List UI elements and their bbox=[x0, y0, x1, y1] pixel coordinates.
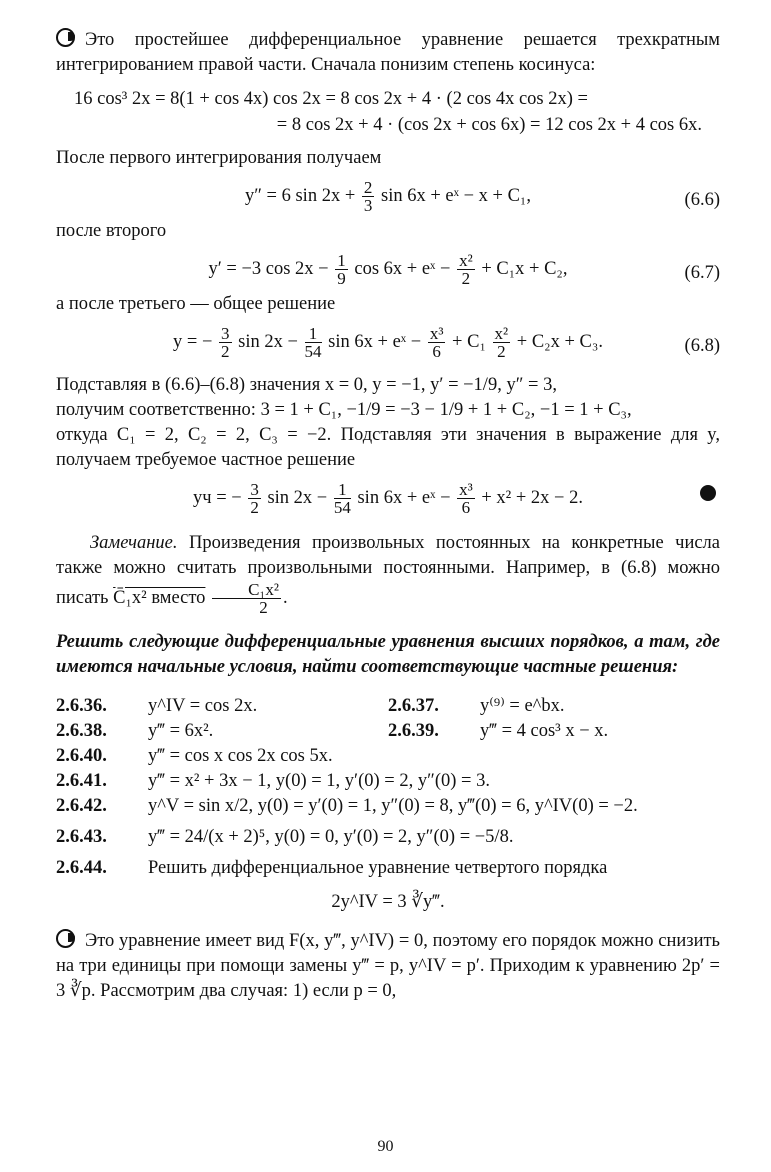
equation-number-6-6: (6.6) bbox=[684, 190, 720, 210]
problem-row: 2.6.38. y‴ = 6x². 2.6.39. y‴ = 4 cos³ x − x. bbox=[56, 721, 609, 741]
problem-row: 2.6.44. Решить дифференциальное уравнение четвертого порядка bbox=[56, 858, 608, 878]
substitution-line3: откуда C₁ = 2, C₂ = 2, C₃ = −2. Подставляя эти значения в выражение для y, получаем требуемое частное решение bbox=[56, 425, 720, 470]
page-content bbox=[56, 28, 720, 1004]
eq-cos-line2: = 8 cos 2x + 4 · (cos 2x + cos 6x) = 12 cos 2x + 4 cos 6x. bbox=[276, 115, 702, 135]
text-first-integration: После первого интегрирования получаем bbox=[56, 148, 382, 168]
problem-row: 2.6.40. y‴ = cos x cos 2x cos 5x. bbox=[56, 746, 333, 766]
problem-row: 2.6.41. y‴ = x² + 3x − 1, y(0) = 1, y′(0) = 2, y″(0) = 3. bbox=[56, 771, 490, 791]
equation-6-6: y″ = 6 sin 2x + $\frac{2}{3}$ sin 6x + eˣ − x + C₁, (6.6) bbox=[244, 178, 720, 215]
text-second-integration: после второго bbox=[56, 221, 167, 241]
solution-end-icon bbox=[700, 485, 716, 501]
eq-cos-line1: 16 cos³ 2x = 8(1 + cos 4x) cos 2x = 8 cos 2x + 4 · (2 cos 4x cos 2x) = bbox=[74, 89, 588, 109]
equation-6-8: y = − $\frac{3}{2}$ sin 2x − $\frac{1}{54}$ sin 6x + eˣ − $\frac{\text{x³}}{6}$ + C₁ $\frac{\text{x²}}{2}$ + C₂x + C₃. (6.8) bbox=[173, 324, 720, 361]
page-number: 90 bbox=[377, 1138, 394, 1155]
equation-number-6-8: (6.8) bbox=[684, 336, 720, 356]
substitution-line2: получим соответственно: 3 = 1 + C₁, −1/9 = −3 − 1/9 + 1 + C₂, −1 = 1 + C₃, bbox=[56, 400, 632, 420]
solution-start-icon bbox=[56, 28, 75, 47]
text-third-integration: а после третьего — общее решение bbox=[56, 294, 336, 314]
problem-list bbox=[56, 694, 720, 881]
solution-paragraph: Это уравнение имеет вид F(x, y‴, y^IV) = 0, поэтому его порядок можно снизить на три единицы при помощи замены y‴ = p, y^IV = p′. Приходим к уравнению 2p′ = 3 ∛p. Рассмотрим два случая: 1) если p = 0, bbox=[56, 931, 720, 1001]
solution-start-icon bbox=[56, 929, 75, 948]
problem-row: 2.6.36. y^IV = cos 2x. 2.6.37. y⁽⁹⁾ = e^bx. bbox=[56, 696, 565, 716]
task-intro: Решить следующие дифференциальные уравнения высших порядков, а там, где имеются начальные условия, найти соответствующие частные решения: bbox=[56, 632, 720, 677]
substitution-line1: Подставляя в (6.6)–(6.8) значения x = 0, y = −1, y′ = −1/9, y″ = 3, bbox=[56, 375, 557, 395]
remark-label: Замечание. bbox=[90, 533, 178, 553]
problem-row: 2.6.43. y‴ = 24/(x + 2)⁵, y(0) = 0, y′(0) = 2, y″(0) = −5/8. bbox=[56, 827, 514, 847]
equation-final-solution: yч = − $\frac{3}{2}$ sin 2x − $\frac{1}{54}$ sin 6x + eˣ − $\frac{\text{x³}}{6}$ + x² + 2x − 2. bbox=[56, 481, 720, 523]
problem-row: 2.6.42. y^V = sin x/2, y(0) = y′(0) = 1, y″(0) = 8, y‴(0) = 6, y^IV(0) = −2. bbox=[56, 796, 638, 816]
intro-paragraph: Это простейшее дифференциальное уравнение решается трехкратным интегрированием правой части. Сначала понизим степень косинуса: bbox=[56, 30, 720, 75]
equation-6-7: y′ = −3 cos 2x − $\frac{1}{9}$ cos 6x + eˣ − $\frac{\text{x²}}{2}$ + C₁x + C₂, (6.7) bbox=[208, 251, 720, 288]
equation-2-6-44: 2y^IV = 3 ∛y‴. bbox=[331, 892, 445, 912]
equation-number-6-7: (6.7) bbox=[684, 263, 720, 283]
remark-paragraph: Замечание. Произведения произвольных постоянных на конкретные числа также можно считать произвольными постоянными. Например, в (6.8) можно писать C̄₁x² вместо $\frac{\text{C₁x²}}{2}$ . bbox=[56, 533, 720, 617]
